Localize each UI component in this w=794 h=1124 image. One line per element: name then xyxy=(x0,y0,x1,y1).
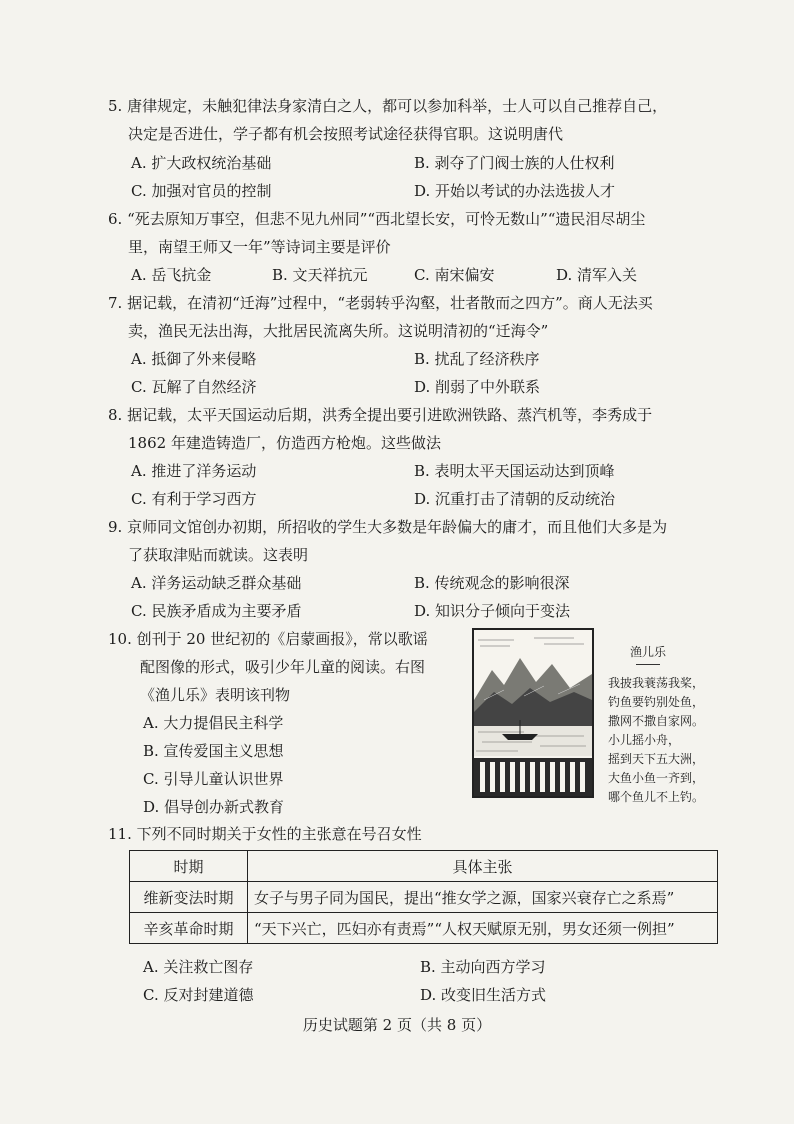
q6-option-a: A. 岳飞抗金 xyxy=(131,266,212,284)
q9-option-a: A. 洋务运动缺乏群众基础 xyxy=(131,574,302,592)
q6-stem-line2: 里，南望王师又一年”等诗词主要是评价 xyxy=(128,238,391,256)
q5-stem-line1: 5. 唐律规定，未触犯律法身家清白之人，都可以参加科举，士人可以自己推荐自己， xyxy=(108,97,668,115)
q8-stem-line2: 1862 年建造铸造厂，仿造西方枪炮。这些做法 xyxy=(128,434,441,452)
q6-stem-line1: 6. “死去原知万事空，但悲不见九州同”“西北望长安，可怜无数山”“遗民泪尽胡尘 xyxy=(108,210,646,228)
table-header-row xyxy=(130,851,718,882)
q5-option-c: C. 加强对官员的控制 xyxy=(131,182,272,200)
q11-option-a: A. 关注救亡图存 xyxy=(143,958,254,976)
q9-option-c: C. 民族矛盾成为主要矛盾 xyxy=(131,602,302,620)
poem-line: 撒网不撒自家网。 xyxy=(608,714,705,728)
q9-option-b: B. 传统观念的影响很深 xyxy=(414,574,570,592)
q5-option-b: B. 剥夺了门阀士族的人仕权利 xyxy=(414,154,615,172)
q6-option-c: C. 南宋偏安 xyxy=(414,266,495,284)
q11-option-b: B. 主动向西方学习 xyxy=(420,958,546,976)
q5-option-d: D. 开始以考试的办法选拔人才 xyxy=(414,182,616,200)
poem-line: 大鱼小鱼一齐到， xyxy=(608,771,705,785)
q10-stem-line2: 配图像的形式，吸引少年儿童的阅读。右图 xyxy=(140,658,426,676)
poem-line: 小儿摇小舟， xyxy=(608,733,681,747)
table-cell-period: 维新变法时期 xyxy=(130,882,248,913)
q5-option-a: A. 扩大政权统治基础 xyxy=(131,154,272,172)
q10-option-d: D. 倡导创办新式教育 xyxy=(143,798,285,816)
q8-stem-line1: 8. 据记载，太平天国运动后期，洪秀全提出要引进欧洲铁路、蒸汽机等，李秀成于 xyxy=(108,406,653,424)
q10-stem-line3: 《渔儿乐》表明该刊物 xyxy=(140,686,291,704)
q7-option-a: A. 抵御了外来侵略 xyxy=(131,350,257,368)
table-cell-period: 辛亥革命时期 xyxy=(130,913,248,944)
table-row xyxy=(130,882,718,913)
poem-title: 渔儿乐 xyxy=(630,645,667,659)
q11-stem: 11. 下列不同时期关于女性的主张意在号召女性 xyxy=(108,825,422,843)
q8-option-c: C. 有利于学习西方 xyxy=(131,490,257,508)
q10-option-b: B. 宣传爱国主义思想 xyxy=(143,742,284,760)
page-footer: 历史试题第 2 页（共 8 页） xyxy=(302,1016,492,1034)
q11-table xyxy=(129,850,718,944)
q11-option-c: C. 反对封建道德 xyxy=(143,986,254,1004)
q11-option-d: D. 改变旧生活方式 xyxy=(420,986,547,1004)
table-row xyxy=(130,913,718,944)
table-header-proposal: 具体主张 xyxy=(248,851,718,882)
q9-stem-line1: 9. 京师同文馆创办初期，所招收的学生大多数是年龄偏大的庸才，而且他们大多是为 xyxy=(108,518,668,536)
q6-option-d: D. 清军入关 xyxy=(556,266,638,284)
poem-line: 钓鱼要钓别处鱼， xyxy=(608,695,705,709)
q10-option-a: A. 大力提倡民主科学 xyxy=(143,714,284,732)
q8-option-d: D. 沉重打击了清朝的反动统治 xyxy=(414,490,616,508)
q7-stem-line2: 卖，渔民无法出海，大批居民流离失所。这说明清初的“迁海令” xyxy=(128,322,549,340)
q8-option-b: B. 表明太平天国运动达到顶峰 xyxy=(414,462,615,480)
poem-text xyxy=(608,674,718,807)
q5-stem-line2: 决定是否进仕，学子都有机会按照考试途径获得官职。这说明唐代 xyxy=(128,125,564,143)
q9-stem-line2: 了获取津贴而就读。这表明 xyxy=(128,546,309,564)
q6-option-b: B. 文天祥抗元 xyxy=(272,266,368,284)
poem-line: 我披我蓑荡我桨， xyxy=(608,676,705,690)
q10-stem-line1: 10. 创刊于 20 世纪初的《启蒙画报》，常以歌谣 xyxy=(108,630,428,648)
poem-line: 哪个鱼儿不上钓。 xyxy=(608,790,705,804)
q10-option-c: C. 引导儿童认识世界 xyxy=(143,770,284,788)
q7-option-d: D. 削弱了中外联系 xyxy=(414,378,541,396)
fishing-illustration xyxy=(472,628,594,798)
q7-option-c: C. 瓦解了自然经济 xyxy=(131,378,257,396)
table-cell-proposal: “天下兴亡，匹妇亦有责焉”“人权天赋原无别，男女还须一例担” xyxy=(248,913,718,944)
q9-option-d: D. 知识分子倾向于变法 xyxy=(414,602,571,620)
poem-title-underline xyxy=(636,664,660,665)
q8-option-a: A. 推进了洋务运动 xyxy=(131,462,257,480)
fishing-scene-icon xyxy=(474,630,592,796)
q7-stem-line1: 7. 据记载，在清初“迁海”过程中，“老弱转乎沟壑，壮者散而之四方”。商人无法买 xyxy=(108,294,653,312)
table-cell-proposal: 女子与男子同为国民，提出“推女学之源，国家兴衰存亡之系焉” xyxy=(248,882,718,913)
q7-option-b: B. 扰乱了经济秩序 xyxy=(414,350,540,368)
table-header-period: 时期 xyxy=(130,851,248,882)
poem-line: 摇到天下五大洲， xyxy=(608,752,705,766)
